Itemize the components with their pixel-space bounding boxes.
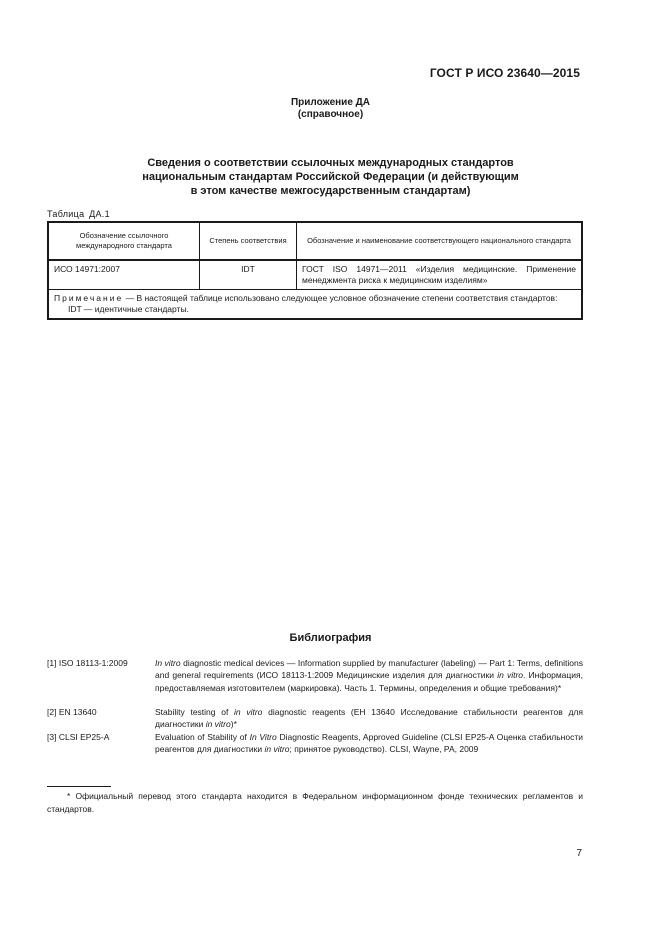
bib-number: [2] [47,707,57,717]
bib-italic: in vitro [234,707,263,717]
bib-text-part: Stability testing of [155,707,235,717]
note-text: — В настоящей таблице использовано следующее условное обозначение степени соответствия стандартов: [125,293,558,303]
footnote-separator [47,786,111,787]
bib-italic: In Vitro [249,732,277,742]
section-title-line: Сведения о соответствии ссылочных международных стандартов [147,157,514,169]
header-national-standard: Обозначение и наименование соответствующего национального стандарта [297,222,583,260]
annex-subtitle: (справочное) [297,109,364,120]
table-note [48,290,582,320]
section-title-line: в этом качестве межгосударственным стандартам) [190,185,471,197]
bib-text-part: ; принятое руководство). CLSI, Wayne, PA, 2009 [289,744,479,755]
bib-entry-text [155,657,583,694]
bib-number: [1] [47,658,57,668]
bib-text-part: . Информация, предоставляемая изготовителем (маркировка). Часть 1. Термины, определения и общие требования)* [155,670,583,693]
bib-number: [3] [47,732,57,742]
section-title-line: национальным стандартам Российской Федерации (и действующим [142,171,519,183]
bib-italic: in vitro [497,670,524,681]
section-title [60,156,601,198]
header-intl-standard: Обозначение ссылочного международного стандарта [48,222,200,260]
table-note-row [48,290,582,320]
bib-italic: in vitro [205,719,231,730]
bib-entry-text [155,706,583,731]
bib-id: CLSI EP25-A [58,732,110,742]
table-label-number: ДА.1 [89,209,110,219]
bib-id: EN 13640 [58,707,97,717]
footnote: * Официальный перевод этого стандарта находится в Федеральном информационном фонде технических регламентов и стандартов. [47,791,583,814]
table-header-row [48,222,582,260]
bib-text-part: diagnostic reagents (ЕН 13640 Исследование стабильности реагентов для диагностики [155,707,583,730]
bib-text-part: Evaluation of Stability of [155,732,250,742]
bibliography-title: Библиография [289,632,372,644]
table-row [48,260,582,290]
header-degree: Степень соответствия [200,222,297,260]
cell-degree: IDT [200,260,297,290]
bib-id: ISO 18113-1:2009 [58,658,128,668]
correspondence-table [47,221,583,320]
bib-italic: In vitro [155,658,181,668]
cell-intl-standard: ИСО 14971:2007 [48,260,200,290]
bib-ref [47,706,155,718]
table-label [47,209,110,219]
annex-title: Приложение ДА [290,97,371,108]
cell-national-standard: ГОСТ ISO 14971—2011 «Изделия медицинские. Применение менеджмента риска к медицинским изделиям» [297,260,583,290]
bib-text-part: diagnostic medical devices — Information supplied by manufacturer (labeling) — Part 1: Terms, definitions and general requirements (ИСО 18113-1:2009 Медицинские изделия для диагностики [155,658,584,681]
annex-heading [0,97,661,121]
table-label-prefix: Таблица [47,209,85,219]
bib-entry-text [155,731,583,756]
note-item: IDT — идентичные стандарты. [68,304,189,314]
document-designation: ГОСТ Р ИСО 23640—2015 [429,66,580,80]
bib-ref [47,731,155,743]
bib-text-part: )* [230,719,237,730]
page-number: 7 [576,848,582,859]
bib-text-part: Diagnostic Reagents, Approved Guideline (CLSI EP25-A Оценка стабильности реагентов для диагностики [155,732,583,755]
note-label: Примечание [54,293,124,303]
bib-italic: in vitro [264,744,290,755]
bib-ref [47,657,155,669]
